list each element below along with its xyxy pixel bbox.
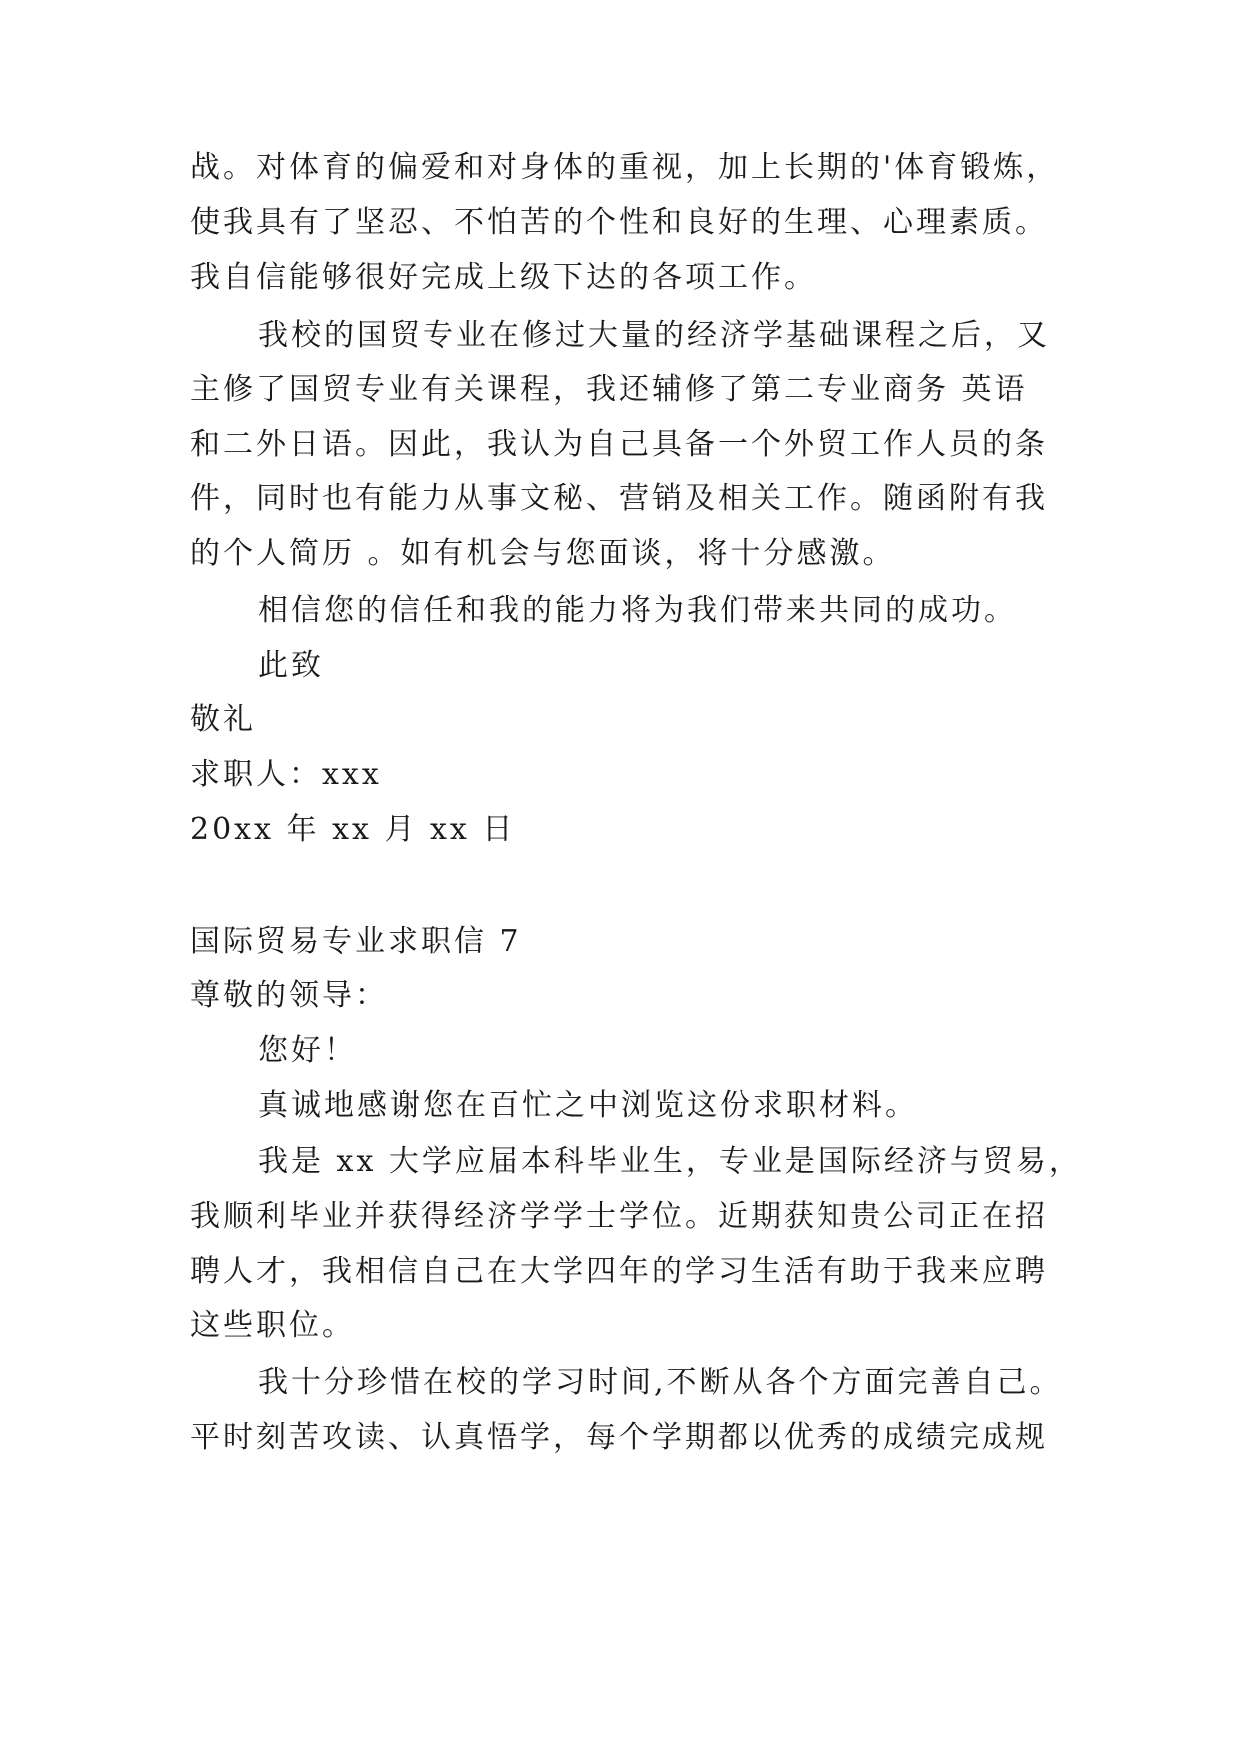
letter-date: 20xx 年 xx 月 xx 日 (190, 812, 516, 847)
body-line: 这些职位。 (190, 1308, 355, 1343)
body-line: 主修了国贸专业有关课程，我还辅修了第二专业商务 英语 (190, 372, 1028, 407)
body-line: 我自信能够很好完成上级下达的各项工作。 (190, 260, 817, 295)
greeting: 尊敬的领导： (190, 978, 388, 1013)
body-line: 和二外日语。因此，我认为自己具备一个外贸工作人员的条 (190, 427, 1048, 462)
body-line: 平时刻苦攻读、认真悟学，每个学期都以优秀的成绩完成规 (190, 1420, 1048, 1455)
body-line: 的个人简历 。如有机会与您面谈，将十分感激。 (190, 536, 896, 571)
body-line: 我十分珍惜在校的学习时间,不断从各个方面完善自己。 (258, 1365, 1063, 1400)
body-line: 聘人才，我相信自己在大学四年的学习生活有助于我来应聘 (190, 1254, 1048, 1289)
hello-line: 您好！ (258, 1033, 357, 1068)
body-line: 我是 xx 大学应届本科毕业生，专业是国际经济与贸易， (258, 1144, 1082, 1179)
letter-title: 国际贸易专业求职信 7 (190, 924, 522, 959)
body-line: 件，同时也有能力从事文秘、营销及相关工作。随函附有我 (190, 481, 1048, 516)
signature: 求职人：xxx (190, 757, 382, 792)
body-line: 战。对体育的偏爱和对身体的重视，加上长期的'体育锻炼， (190, 150, 1060, 185)
salutation: 敬礼 (190, 702, 256, 737)
body-line: 使我具有了坚忍、不怕苦的个性和良好的生理、心理素质。 (190, 205, 1048, 240)
body-line: 相信您的信任和我的能力将为我们带来共同的成功。 (258, 593, 1017, 628)
thanks-line: 真诚地感谢您在百忙之中浏览这份求职材料。 (258, 1088, 918, 1123)
body-line: 我校的国贸专业在修过大量的经济学基础课程之后，又 (258, 318, 1050, 353)
closing-phrase: 此致 (258, 648, 324, 683)
body-line: 我顺利毕业并获得经济学学士学位。近期获知贵公司正在招 (190, 1199, 1048, 1234)
